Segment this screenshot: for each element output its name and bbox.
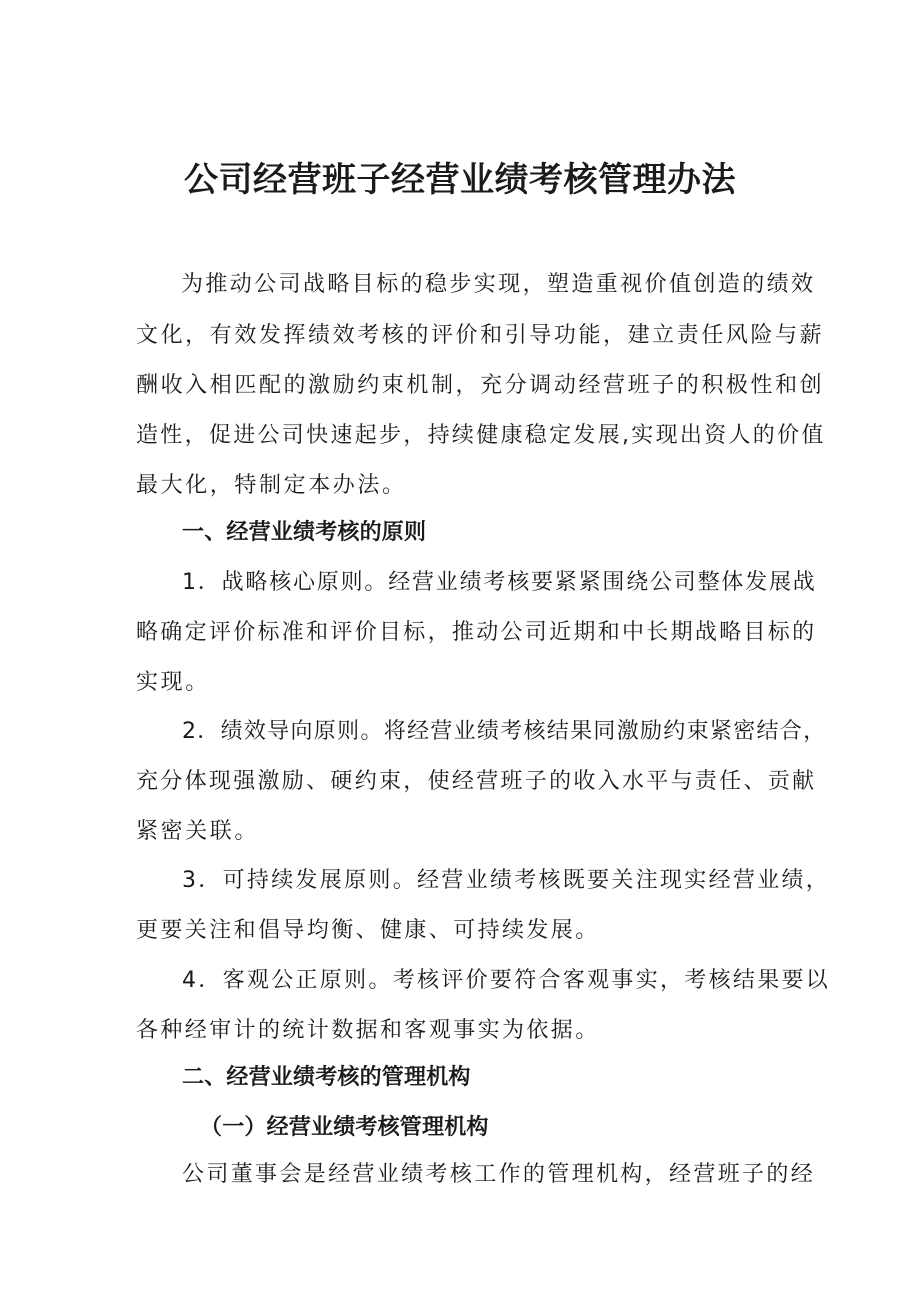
intro-line-4: 造性，促进公司快速起步，持续健康稳定发展,实现出资人的价值 <box>136 423 826 448</box>
document-title: 公司经营班子经营业绩考核管理办法 <box>184 160 736 200</box>
principle-2-line-2: 充分体现强激励、硬约束，使经营班子的收入水平与责任、贡献 <box>136 769 817 794</box>
intro-line-2: 文化，有效发挥绩效考核的评价和引导功能，建立责任风险与薪 <box>136 323 825 348</box>
principle-1-line-1: 1．战略核心原则。经营业绩考核要紧紧围绕公司整体发展战 <box>182 570 817 595</box>
intro-line-1: 为推动公司战略目标的稳步实现，塑造重视价值创造的绩效 <box>181 272 816 297</box>
principle-3-line-1: 3．可持续发展原则。经营业绩考核既要关注现实经营业绩， <box>182 868 831 893</box>
principle-3-line-2: 更要关注和倡导均衡、健康、可持续发展。 <box>136 918 600 943</box>
section-2-heading: 二、经营业绩考核的管理机构 <box>182 1065 471 1090</box>
section-1-heading: 一、经营业绩考核的原则 <box>182 520 427 545</box>
body-line-last: 公司董事会是经营业绩考核工作的管理机构，经营班子的经 <box>182 1162 816 1187</box>
principle-1-line-2: 略确定评价标准和评价目标，推动公司近期和中长期战略目标的 <box>136 620 817 645</box>
principle-1-line-3: 实现。 <box>136 670 210 695</box>
intro-line-5: 最大化，特制定本办法。 <box>136 473 407 498</box>
principle-2-line-3: 紧密关联。 <box>136 819 260 844</box>
principle-4-line-1: 4．客观公正原则。考核评价要符合客观事实，考核结果要以 <box>182 968 831 993</box>
principle-4-line-2: 各种经审计的统计数据和客观事实为依据。 <box>136 1018 600 1043</box>
subsection-1-heading: （一）经营业绩考核管理机构 <box>200 1115 489 1140</box>
intro-line-3: 酬收入相匹配的激励约束机制，充分调动经营班子的积极性和创 <box>136 373 825 398</box>
principle-2-line-1: 2．绩效导向原则。将经营业绩考核结果同激励约束紧密结合， <box>182 719 827 744</box>
